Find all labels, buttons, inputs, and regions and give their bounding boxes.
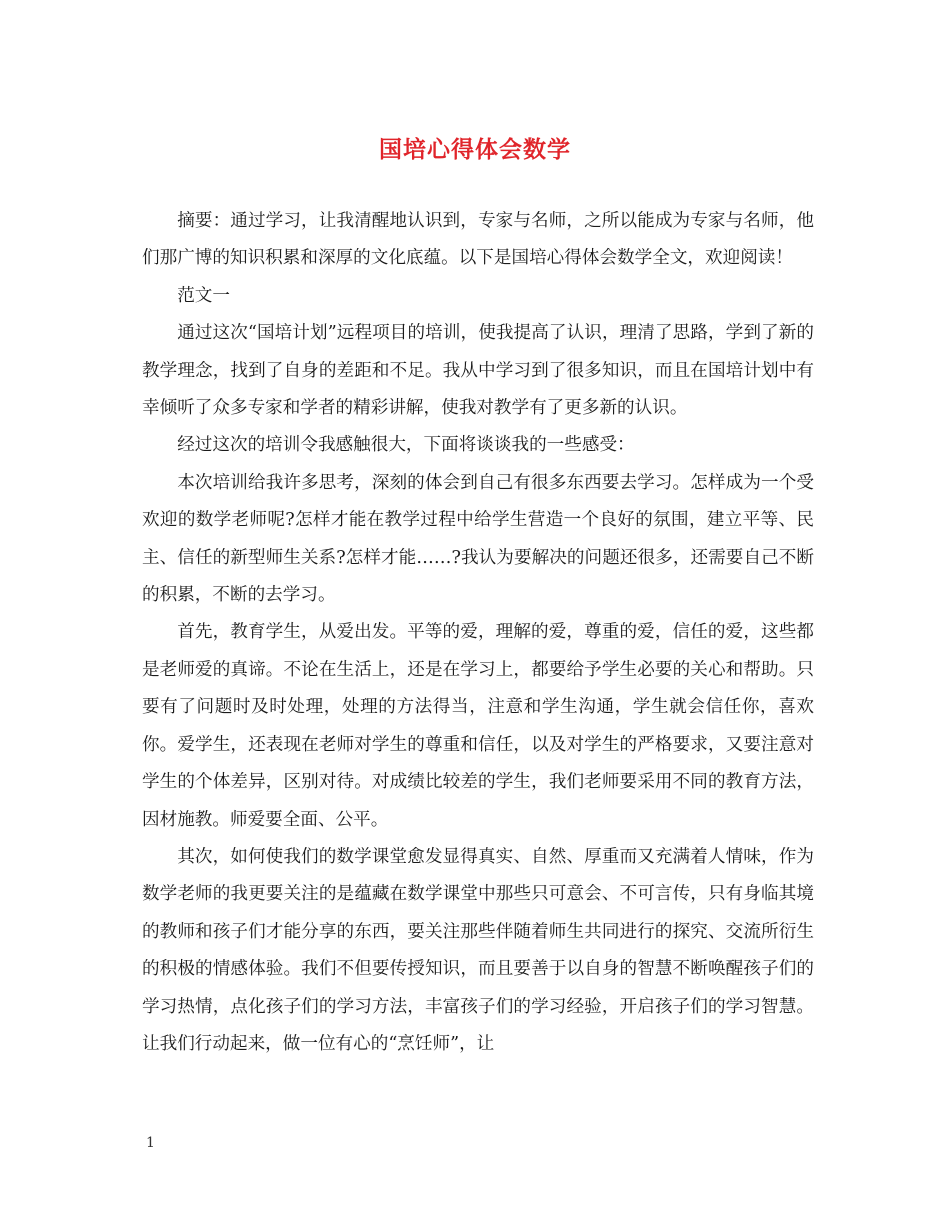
abstract-paragraph: 摘要：通过学习，让我清醒地认识到，专家与名师，之所以能成为专家与名师，他们那广博的知识积累和深厚的文化底蕴。以下是国培心得体会数学全文，欢迎阅读！: [142, 211, 814, 269]
body-paragraph: 经过这次的培训令我感触很大，下面将谈谈我的一些感受：: [177, 435, 635, 456]
body-paragraph: 其次，如何使我们的数学课堂愈发显得真实、自然、厚重而又充满着人情味，作为数学老师的我更要关注的是蕴藏在数学课堂中那些只可意会、不可言传，只有身临其境的教师和孩子们才能分享的东西，要关注那些伴随着师生共同进行的探究、交流所衍生的积极的情感体验。我们不但要传授知识，而且要善于以自身的智慧不断唤醒孩子们的学习热情，点化孩子们的学习方法，丰富孩子们的学习经验，开启孩子们的学习智慧。让我们行动起来，做一位有心的“烹饪师”，让: [142, 846, 814, 1054]
section-heading: 范文一: [177, 285, 230, 306]
body-paragraph: 通过这次“国培计划”远程项目的培训，使我提高了认识，理清了思路，学到了新的教学理念，找到了自身的差距和不足。我从中学习到了很多知识，而且在国培计划中有幸倾听了众多专家和学者的精彩讲解，使我对教学有了更多新的认识。: [142, 323, 814, 419]
page-number: 1: [146, 1135, 155, 1151]
body-paragraph: 本次培训给我许多思考，深刻的体会到自己有很多东西要去学习。怎样成为一个受欢迎的数学老师呢?怎样才能在教学过程中给学生营造一个良好的氛围，建立平等、民主、信任的新型师生关系?怎样才能……?我认为要解决的问题还很多，还需要自己不断的积累，不断的去学习。: [142, 472, 814, 606]
body-paragraph: 首先，教育学生，从爱出发。平等的爱，理解的爱，尊重的爱，信任的爱，这些都是老师爱的真谛。不论在生活上，还是在学习上，都要给予学生必要的关心和帮助。只要有了问题时及时处理，处理的方法得当，注意和学生沟通，学生就会信任你，喜欢你。爱学生，还表现在老师对学生的尊重和信任，以及对学生的严格要求，又要注意对学生的个体差异，区别对待。对成绩比较差的学生，我们老师要采用不同的教育方法，因材施教。师爱要全面、公平。: [142, 622, 814, 830]
document-body: [142, 203, 814, 1063]
document-title: 国培心得体会数学: [379, 136, 571, 163]
